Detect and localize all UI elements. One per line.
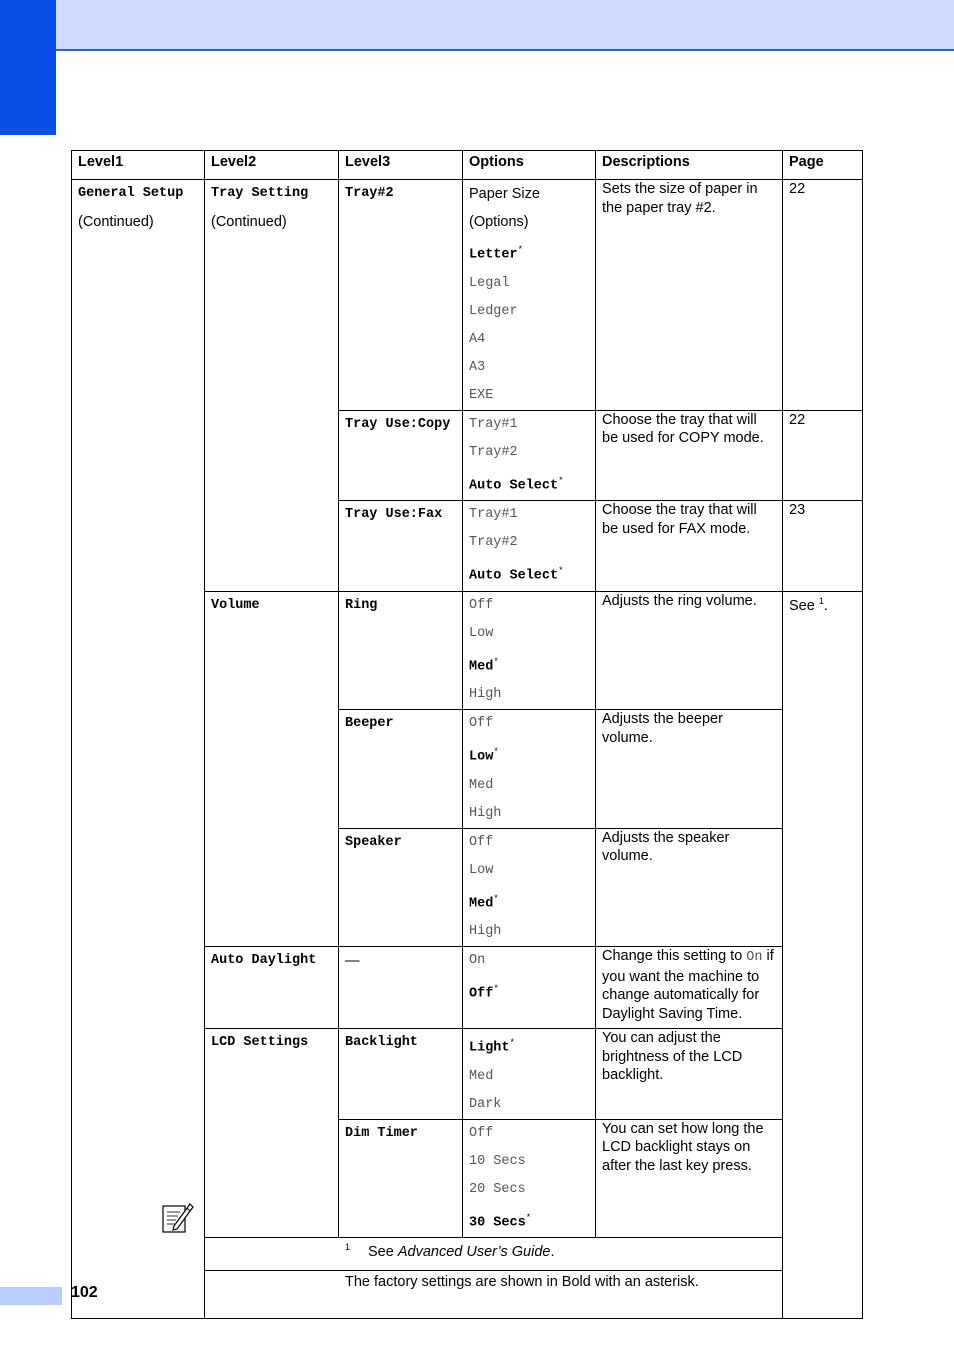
desc-part: if you want the machine to change automatically for Daylight Saving Time.	[602, 948, 774, 1022]
option-default: Med	[469, 659, 494, 674]
option-item: Med	[469, 1068, 494, 1084]
footnote-number: 1	[345, 1242, 351, 1252]
header-level2: Level2	[205, 151, 339, 180]
level2-continued: (Continued)	[211, 214, 287, 230]
footer-band	[0, 1287, 62, 1305]
level1-continued: (Continued)	[78, 214, 154, 230]
asterisk: *	[493, 656, 499, 667]
level3-beeper: Beeper	[345, 716, 394, 731]
option-default: 30 Secs	[469, 1215, 526, 1230]
option-item: High	[469, 687, 502, 702]
options-copy	[463, 410, 596, 501]
level3-tray2-cell	[339, 180, 463, 411]
asterisk: *	[517, 245, 524, 255]
settings-table	[71, 150, 863, 1319]
header-options: Options	[463, 151, 596, 180]
option-default: Off	[469, 986, 494, 1002]
pencil-note-icon	[160, 1200, 194, 1234]
page-volume-cell: See $^1$.	[783, 591, 863, 1319]
table-row	[72, 180, 863, 411]
page-copy: 22	[783, 410, 863, 501]
option-item: Off	[469, 1125, 494, 1141]
option-item: High	[469, 805, 502, 821]
option-item: 10 Secs	[469, 1153, 526, 1169]
option-subtitle: (Options)	[469, 214, 529, 230]
level3-backlight: Backlight	[345, 1035, 418, 1050]
page-number: 102	[71, 1284, 98, 1301]
level2-volume-cell	[205, 591, 339, 947]
level3-dim-timer: Dim Timer	[345, 1125, 418, 1141]
option-item: 20 Secs	[469, 1181, 526, 1197]
options-backlight	[463, 1029, 596, 1120]
description-speaker: Adjusts the speaker volume.	[596, 828, 783, 947]
footnote-text-b: .	[550, 1243, 555, 1260]
level3-dim-cell	[339, 1119, 463, 1238]
asterisk: *	[558, 475, 564, 486]
level2-lcd-cell	[205, 1029, 339, 1238]
option-item: Tray#2	[469, 535, 518, 550]
level3-speaker-cell	[339, 828, 463, 947]
description-backlight: You can adjust the brightness of the LCD backlight.	[596, 1029, 783, 1120]
option-item: Tray#2	[469, 444, 518, 460]
footnote-cell	[205, 1238, 863, 1271]
asterisk: *	[493, 893, 499, 904]
desc-part: Change this setting to	[602, 948, 747, 964]
level2-lcd-settings: LCD Settings	[211, 1035, 309, 1050]
option-item: Off	[469, 597, 494, 613]
description-fax: Choose the tray that will be used for FAX mode.	[596, 501, 783, 592]
options-tray2	[463, 180, 596, 411]
level3-tray-use-fax: Tray Use:Fax	[345, 507, 443, 522]
level1-general-setup: General Setup	[78, 186, 184, 201]
footnote-ref: 1	[818, 595, 824, 606]
asterisk: *	[493, 984, 499, 994]
options-fax	[463, 501, 596, 592]
desc-code: On	[746, 950, 763, 965]
options-beeper	[463, 710, 596, 829]
level2-volume: Volume	[211, 597, 260, 613]
options-daylight	[463, 947, 596, 1029]
level3-ring-cell	[339, 591, 463, 710]
options-dim	[463, 1119, 596, 1238]
table-header-row	[72, 151, 863, 180]
option-default: Letter	[469, 247, 518, 263]
page-tray2: 22	[783, 180, 863, 411]
option-item: High	[469, 924, 502, 939]
level3-ring: Ring	[345, 597, 378, 613]
option-item: A4	[469, 331, 486, 347]
option-default: Med	[469, 896, 494, 911]
page-fax: 23	[783, 501, 863, 592]
level3-tray2: Tray#2	[345, 186, 394, 201]
level3-backlight-cell	[339, 1029, 463, 1120]
description-tray2: Sets the size of paper in the paper tray #2.	[596, 180, 783, 411]
option-item: Off	[469, 716, 494, 731]
options-ring	[463, 591, 596, 710]
header-page: Page	[783, 151, 863, 180]
level3-tray-use-copy: Tray Use:Copy	[345, 416, 451, 432]
options-speaker	[463, 828, 596, 947]
description-daylight	[596, 947, 783, 1029]
description-copy: Choose the tray that will be used for COPY mode.	[596, 410, 783, 501]
asterisk: *	[509, 1038, 515, 1048]
level3-dash: —	[345, 953, 360, 969]
option-item: Dark	[469, 1096, 502, 1112]
option-item: A3	[469, 359, 486, 375]
option-default: Light	[469, 1040, 510, 1056]
asterisk: *	[558, 566, 564, 576]
note-text: The factory settings are shown in Bold with an asterisk.	[345, 1274, 699, 1290]
option-item: Med	[469, 777, 494, 793]
asterisk: *	[493, 747, 499, 757]
option-item: Legal	[469, 275, 510, 291]
level3-fax-cell	[339, 501, 463, 592]
level3-daylight-cell	[339, 947, 463, 1029]
level2-tray-setting: Tray Setting	[211, 186, 309, 201]
description-beeper: Adjusts the beeper volume.	[596, 710, 783, 829]
option-item: EXE	[469, 387, 494, 403]
option-item: Tray#1	[469, 507, 518, 522]
option-default: Auto Select	[469, 478, 559, 493]
level2-daylight-cell	[205, 947, 339, 1029]
option-item: On	[469, 953, 486, 968]
page-see: See	[789, 597, 815, 614]
option-default: Auto Select	[469, 568, 559, 584]
option-item: Tray#1	[469, 416, 518, 432]
level2-auto-daylight: Auto Daylight	[211, 953, 317, 968]
option-item: Low	[469, 862, 494, 878]
footnote-text-a: See	[368, 1243, 398, 1260]
note-cell	[205, 1271, 863, 1319]
description-ring: Adjusts the ring volume.	[596, 591, 783, 710]
level3-speaker: Speaker	[345, 834, 402, 850]
option-default: Low	[469, 749, 494, 765]
description-dim: You can set how long the LCD backlight stays on after the last key press.	[596, 1119, 783, 1238]
option-item: Ledger	[469, 303, 518, 319]
option-item: Off	[469, 834, 494, 850]
header-level1: Level1	[72, 151, 205, 180]
chapter-tab	[0, 0, 56, 135]
level1-cell	[72, 180, 205, 1319]
header-descriptions: Descriptions	[596, 151, 783, 180]
header-level3: Level3	[339, 151, 463, 180]
option-item: Low	[469, 625, 494, 641]
option-title: Paper Size	[469, 186, 540, 202]
level3-copy-cell	[339, 410, 463, 501]
asterisk: *	[525, 1212, 532, 1223]
header-band	[0, 0, 954, 51]
footnote-guide-title: Advanced User’s Guide	[397, 1243, 551, 1260]
level2-tray-setting-cell	[205, 180, 339, 592]
level3-beeper-cell	[339, 710, 463, 829]
